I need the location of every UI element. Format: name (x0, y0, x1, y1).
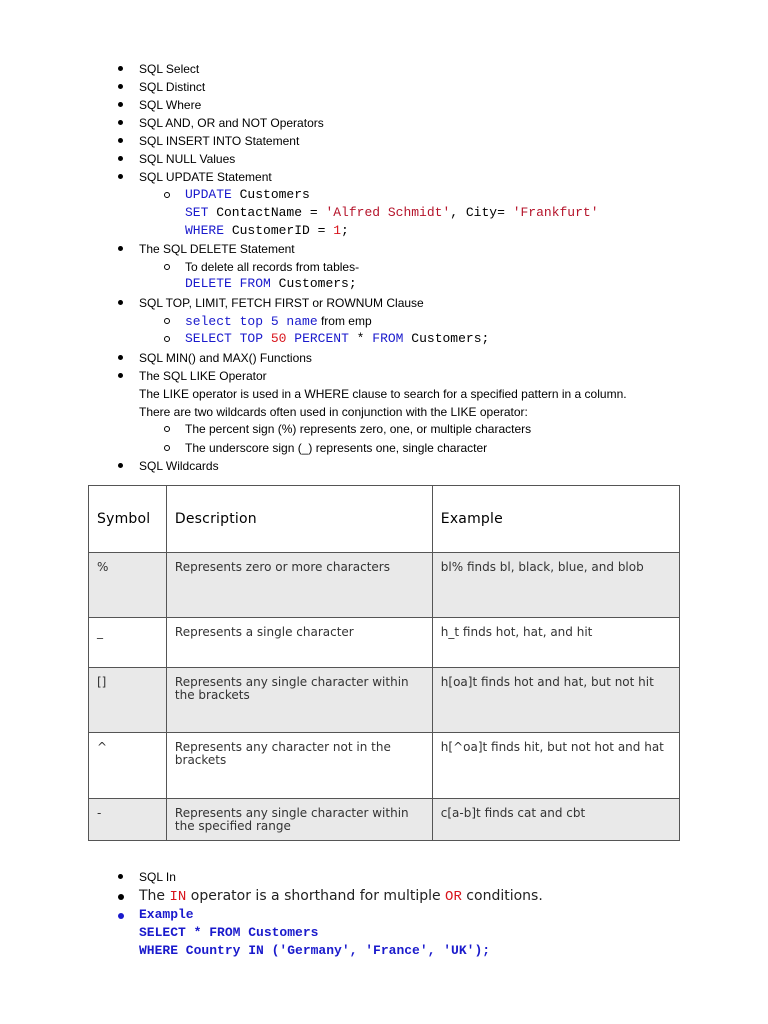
delete-code-line (185, 276, 357, 292)
code-keyword: SELECT (185, 331, 232, 346)
list-item-sql-update: SQL UPDATE Statement (139, 170, 272, 184)
code-text: , City= (450, 205, 513, 220)
code-text: Customers; (403, 331, 490, 346)
code-text: ContactName = (208, 205, 326, 220)
table-cell-example: bl% finds bl, black, blue, and blob (432, 553, 679, 618)
code-keyword: WHERE (185, 223, 225, 238)
code-text: ; (341, 223, 349, 238)
table-cell-symbol: % (89, 553, 167, 618)
bullet-dot (118, 120, 123, 125)
bullet-dot (118, 138, 123, 143)
code-keyword: PERCENT (294, 331, 349, 346)
bullet-dot (118, 373, 123, 378)
table-cell-example: h[oa]t finds hot and hat, but not hit (432, 668, 679, 733)
code-string: 'Frankfurt' (512, 205, 599, 220)
in-text: operator is a shorthand for multiple (186, 888, 446, 904)
bullet-dot (118, 894, 124, 900)
code-text: from emp (317, 314, 372, 328)
list-item-sql-delete: The SQL DELETE Statement (139, 242, 295, 256)
update-code-line-3 (185, 223, 349, 239)
bullet-dot (118, 174, 123, 179)
table-cell-example: h[^oa]t finds hit, but not hot and hat (432, 733, 679, 799)
code-keyword: FROM (372, 331, 404, 346)
code-string: 'Alfred Schmidt' (325, 205, 451, 220)
list-item-sql-and-or-not: SQL AND, OR and NOT Operators (139, 116, 324, 130)
code-keyword: SET (185, 205, 209, 220)
bullet-dot (118, 84, 123, 89)
table-header-cell: Description (166, 486, 432, 553)
list-item-sql-null: SQL NULL Values (139, 152, 236, 166)
table-cell-symbol: ^ (89, 733, 167, 799)
table-row (89, 553, 680, 618)
table-header-cell: Symbol (89, 486, 167, 553)
list-item-sql-top: SQL TOP, LIMIT, FETCH FIRST or ROWNUM Clause (139, 296, 424, 310)
like-wildcard-percent: The percent sign (%) represents zero, one, or multiple characters (185, 422, 532, 436)
code-number: 1 (333, 223, 342, 238)
code-keyword: select top 5 name (185, 314, 318, 329)
in-example-label: Example (139, 907, 194, 922)
code-keyword: FROM (239, 276, 271, 291)
bullet-dot (118, 300, 123, 305)
list-item-sql-insert: SQL INSERT INTO Statement (139, 134, 300, 148)
bullet-dot (118, 156, 123, 161)
in-code-line-2: WHERE Country IN ('Germany', 'France', 'UK'); (139, 943, 491, 958)
bullet-dot (118, 102, 123, 107)
top-example-line-2 (185, 331, 489, 347)
table-cell-symbol: _ (89, 618, 167, 668)
code-keyword: DELETE (185, 276, 232, 291)
sub-bullet-circle (164, 336, 170, 342)
in-keyword: IN (169, 889, 187, 905)
code-text: Customers; (270, 276, 357, 291)
top-example-line-1 (185, 313, 372, 330)
table-cell-description: Represents zero or more characters (166, 553, 432, 618)
table-cell-symbol: - (89, 799, 167, 841)
table-cell-example: h_t finds hot, hat, and hit (432, 618, 679, 668)
bullet-dot (118, 874, 123, 879)
in-code-line-1: SELECT * FROM Customers (139, 925, 319, 940)
table-row (89, 668, 680, 733)
list-item-sql-like: The SQL LIKE Operator (139, 369, 267, 383)
like-description-1: The LIKE operator is used in a WHERE clause to search for a specified pattern in a column. (139, 387, 627, 401)
table-cell-description: Represents any single character within the brackets (166, 668, 432, 733)
list-item-sql-min-max: SQL MIN() and MAX() Functions (139, 351, 312, 365)
like-description-2: There are two wildcards often used in conjunction with the LIKE operator: (139, 405, 528, 419)
table-cell-symbol: [] (89, 668, 167, 733)
like-wildcard-underscore: The underscore sign (_) represents one, single character (185, 441, 488, 455)
table-cell-example: c[a-b]t finds cat and cbt (432, 799, 679, 841)
in-sentence (139, 887, 543, 906)
in-text: The (139, 888, 170, 904)
list-item-sql-distinct: SQL Distinct (139, 80, 206, 94)
table-row (89, 618, 680, 668)
bullet-dot (118, 355, 123, 360)
update-code-line-2 (185, 205, 599, 221)
or-keyword: OR (445, 889, 462, 905)
sub-bullet-circle (164, 426, 170, 432)
sub-bullet-circle (164, 192, 170, 198)
table-header-cell: Example (432, 486, 679, 553)
list-item-sql-wildcards: SQL Wildcards (139, 459, 219, 473)
bullet-dot (118, 246, 123, 251)
table-header-row (89, 486, 680, 553)
table-cell-description: Represents any single character within the specified range (166, 799, 432, 841)
code-text: Customers (231, 187, 310, 202)
code-text: * (348, 331, 373, 346)
delete-note: To delete all records from tables- (185, 260, 360, 274)
bullet-dot (118, 463, 123, 468)
sub-bullet-circle (164, 318, 170, 324)
table-cell-description: Represents any character not in the brackets (166, 733, 432, 799)
table-cell-description: Represents a single character (166, 618, 432, 668)
sub-bullet-circle (164, 445, 170, 451)
list-item-sql-select: SQL Select (139, 62, 200, 76)
list-item-sql-where: SQL Where (139, 98, 202, 112)
list-item-sql-in: SQL In (139, 870, 176, 884)
table-row (89, 733, 680, 799)
sub-bullet-circle (164, 264, 170, 270)
bullet-dot (118, 66, 123, 71)
code-text: CustomerID = (224, 223, 334, 238)
wildcards-table (88, 485, 680, 841)
code-keyword: TOP (239, 331, 264, 346)
code-keyword: UPDATE (185, 187, 232, 202)
code-number: 50 (270, 331, 287, 346)
table-row (89, 799, 680, 841)
in-text: conditions. (461, 888, 543, 904)
update-code-line-1 (185, 187, 310, 203)
bullet-dot (118, 913, 124, 919)
